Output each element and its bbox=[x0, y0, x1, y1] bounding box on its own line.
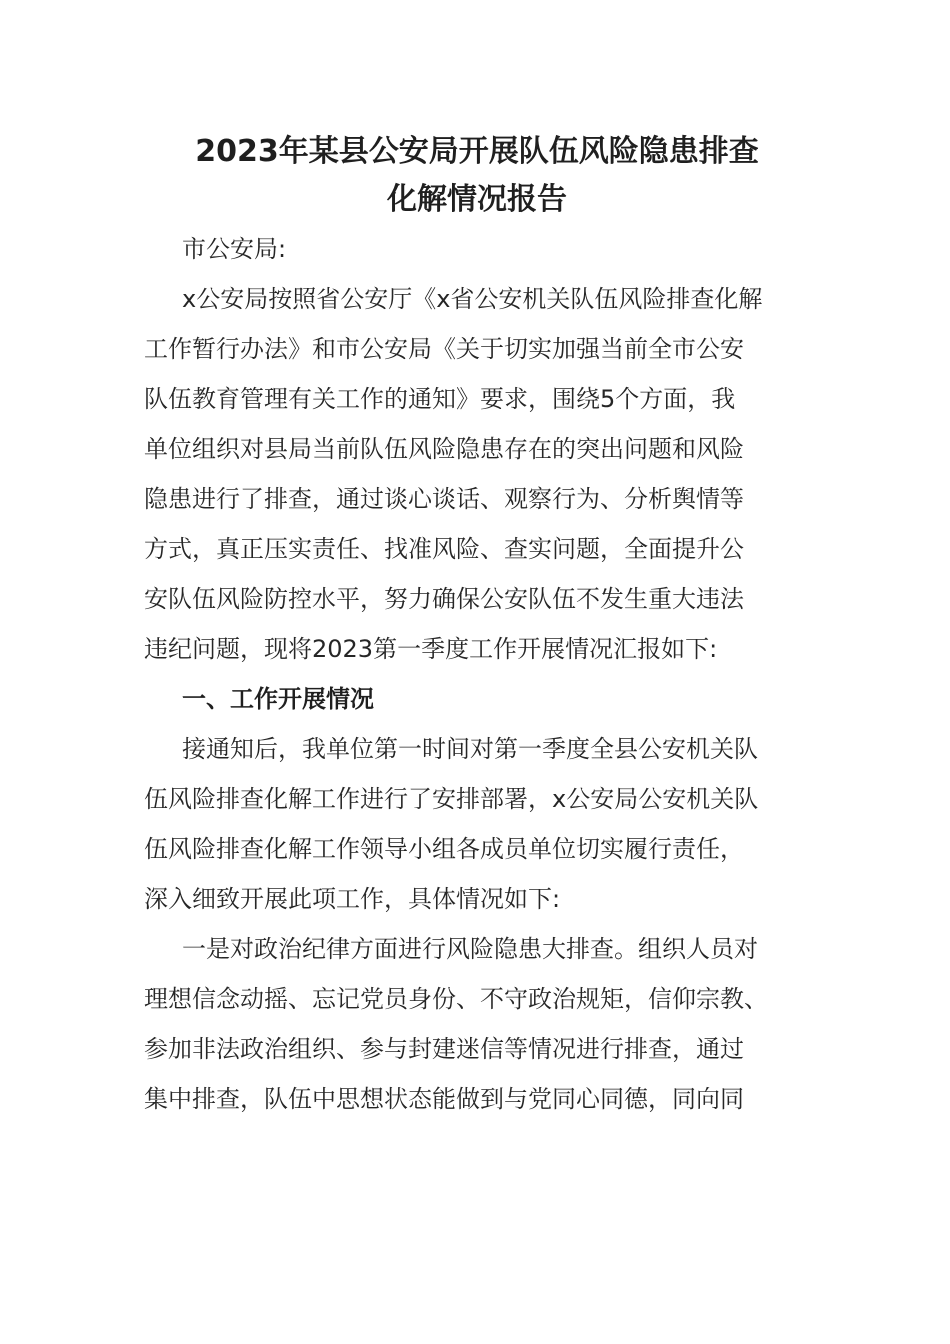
text-line: 工作暂行办法》和市公安局《关于切实加强当前全市公安 bbox=[144, 335, 744, 363]
title-line: 化解情况报告 bbox=[387, 182, 567, 217]
text-line: 队伍教育管理有关工作的通知》要求，围绕5个方面，我 bbox=[144, 385, 736, 413]
document-page bbox=[144, 128, 810, 1124]
title-line: 2023年某县公安局开展队伍风险隐患排查 bbox=[195, 134, 759, 169]
text-line: 违纪问题，现将2023第一季度工作开展情况汇报如下: bbox=[144, 635, 718, 663]
text-line: 伍风险排查化解工作领导小组各成员单位切实履行责任， bbox=[144, 835, 744, 863]
point1-paragraph bbox=[144, 924, 810, 1124]
section-heading: 一、工作开展情况 bbox=[182, 685, 374, 713]
text-line: 一是对政治纪律方面进行风险隐患大排查。组织人员对 bbox=[182, 935, 758, 963]
section1-paragraph bbox=[144, 724, 810, 924]
salutation bbox=[144, 224, 810, 274]
text-line: 深入细致开展此项工作，具体情况如下: bbox=[144, 885, 561, 913]
salutation-text: 市公安局: bbox=[182, 235, 287, 263]
document-title bbox=[144, 128, 810, 224]
text-line: 单位组织对县局当前队伍风险隐患存在的突出问题和风险 bbox=[144, 435, 744, 463]
text-line: 集中排查，队伍中思想状态能做到与党同心同德，同向同 bbox=[144, 1085, 744, 1113]
text-line: x公安局按照省公安厅《x省公安机关队伍风险排查化解 bbox=[182, 285, 763, 313]
text-line: 接通知后，我单位第一时间对第一季度全县公安机关队 bbox=[182, 735, 758, 763]
text-line: 参加非法政治组织、参与封建迷信等情况进行排查，通过 bbox=[144, 1035, 744, 1063]
text-line: 理想信念动摇、忘记党员身份、不守政治规矩，信仰宗教、 bbox=[144, 985, 768, 1013]
text-line: 方式，真正压实责任、找准风险、查实问题，全面提升公 bbox=[144, 535, 744, 563]
text-line: 安队伍风险防控水平，努力确保公安队伍不发生重大违法 bbox=[144, 585, 744, 613]
text-line: 伍风险排查化解工作进行了安排部署，x公安局公安机关队 bbox=[144, 785, 759, 813]
text-line: 隐患进行了排查，通过谈心谈话、观察行为、分析舆情等 bbox=[144, 485, 744, 513]
intro-paragraph bbox=[144, 274, 810, 674]
